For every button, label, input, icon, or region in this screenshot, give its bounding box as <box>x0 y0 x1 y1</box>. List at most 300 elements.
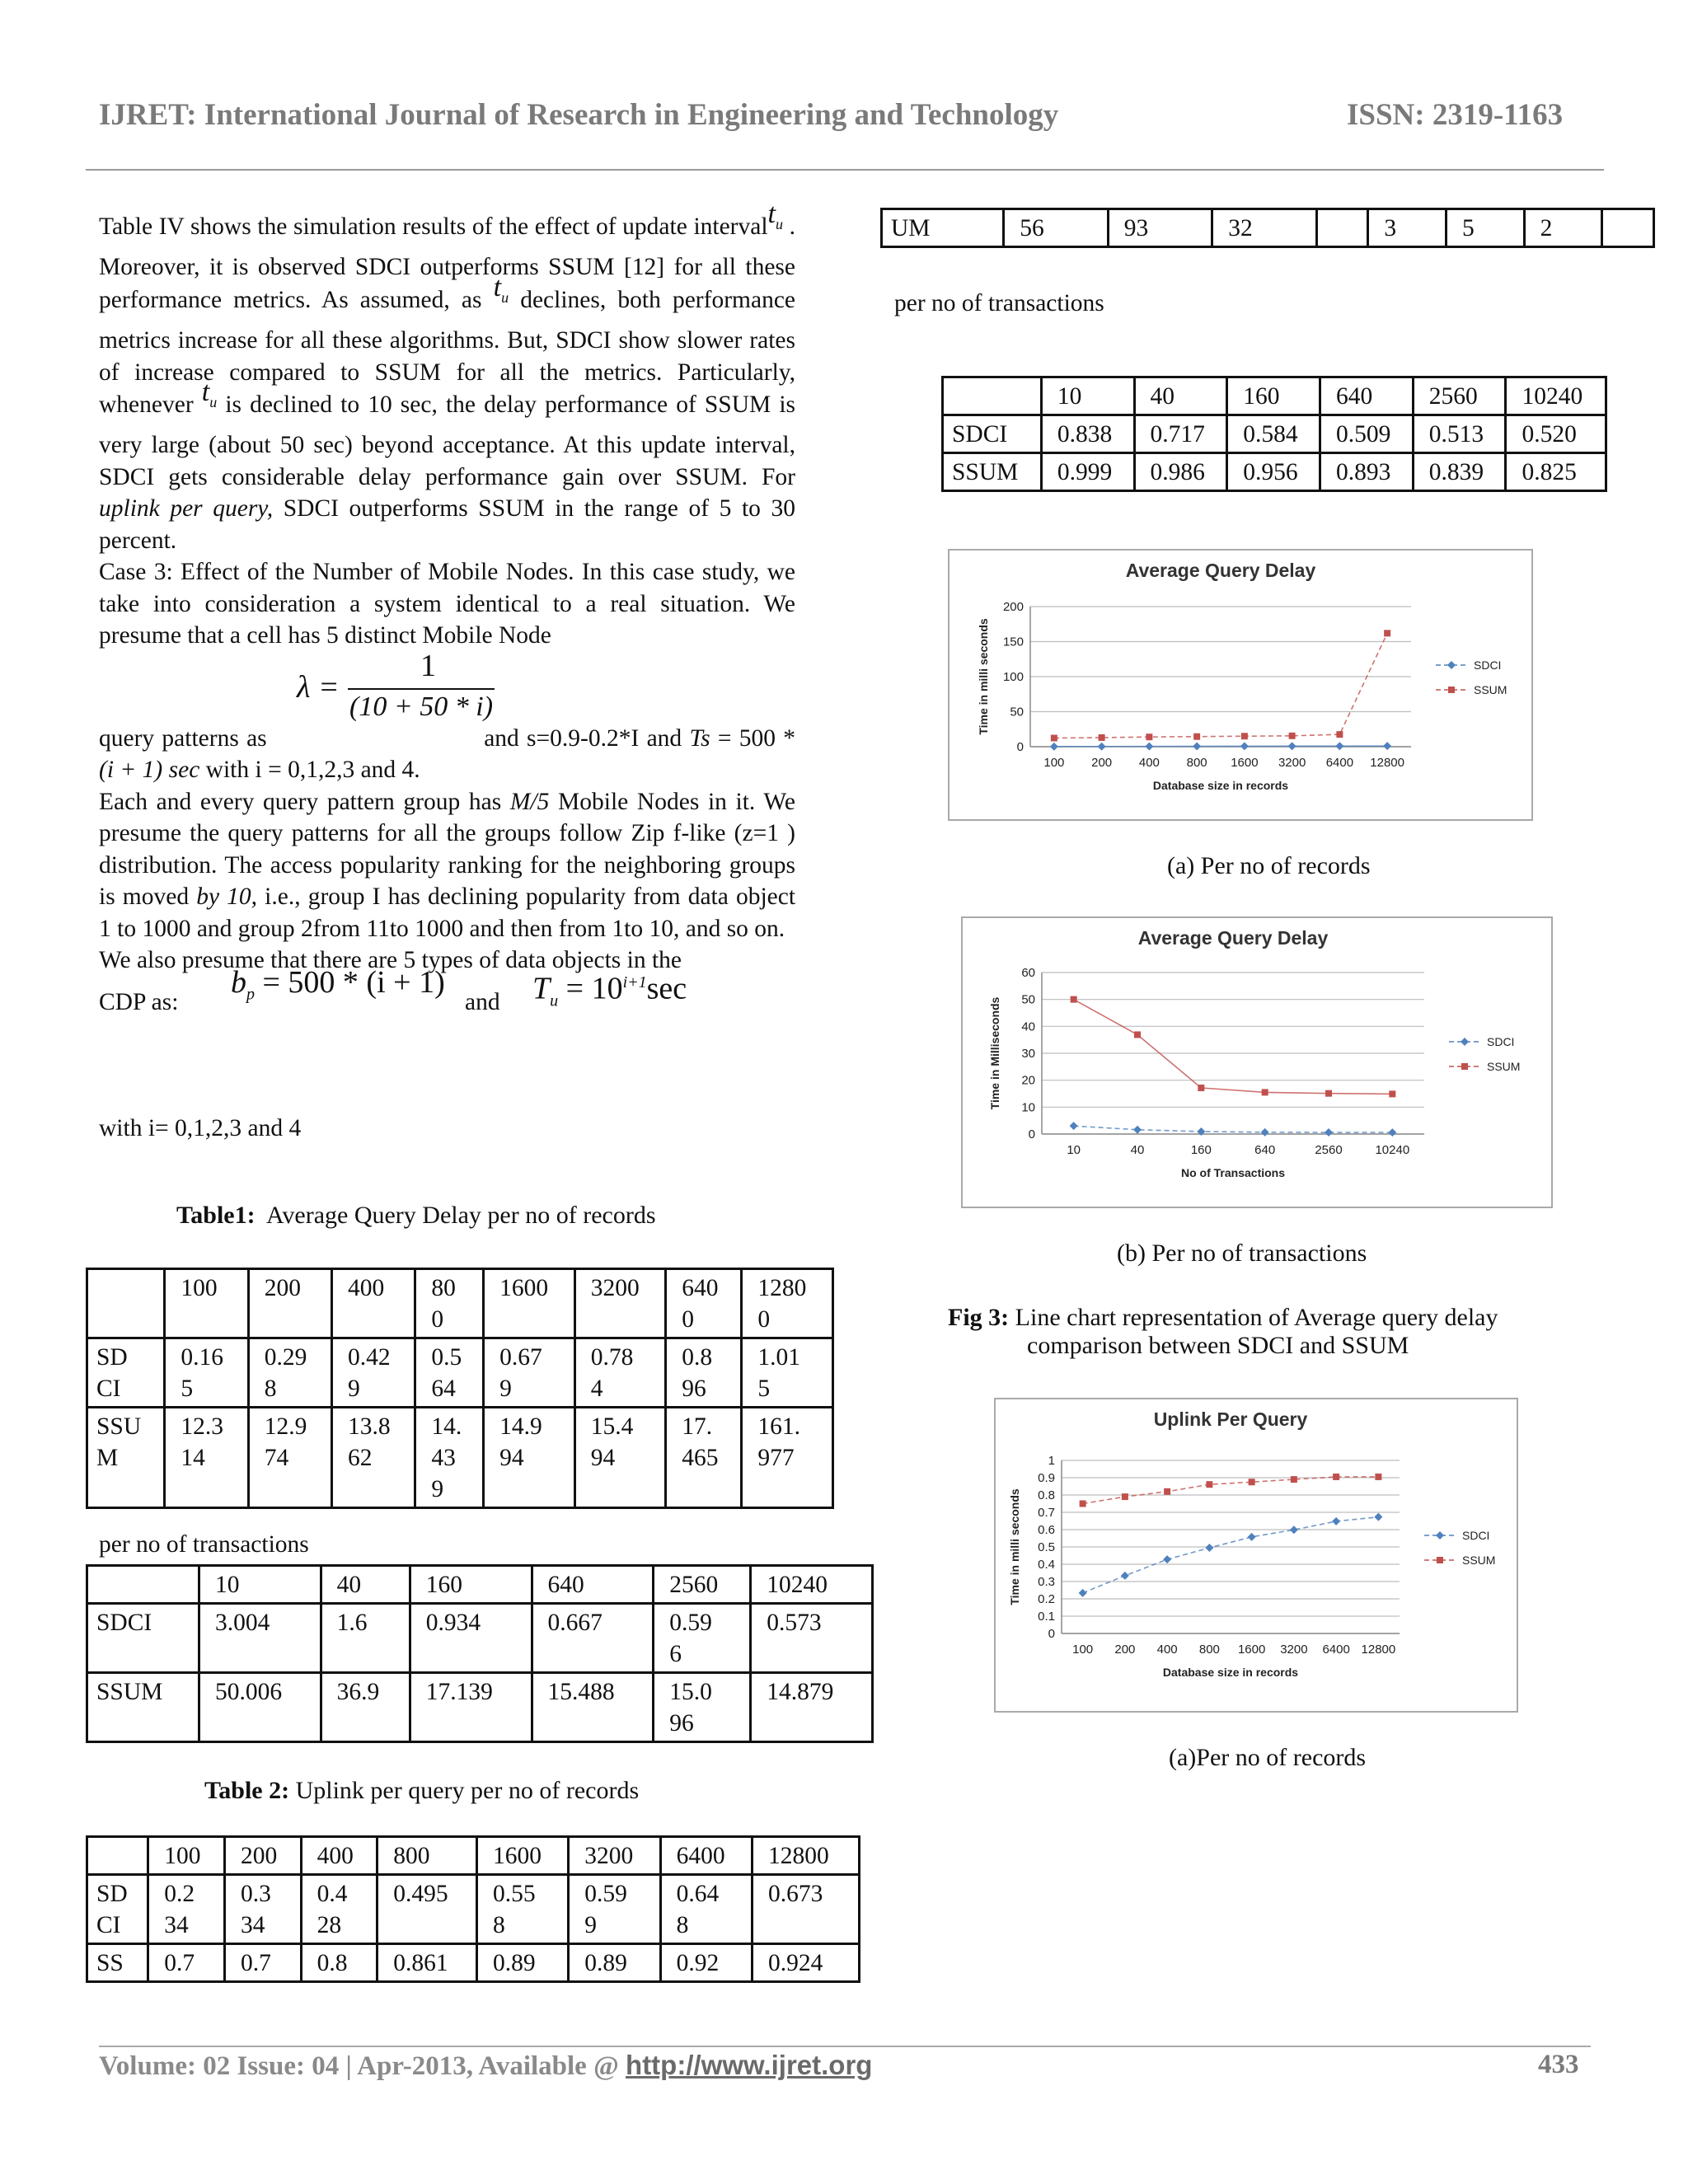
text-italic: M/5 <box>509 788 550 815</box>
header-rule <box>86 169 1604 171</box>
data-point <box>1332 1517 1340 1526</box>
x-tick-label: 12800 <box>1370 756 1404 770</box>
paragraph-query-patterns <box>99 723 795 786</box>
x-tick-label: 2560 <box>1315 1143 1343 1157</box>
legend-marker <box>1447 661 1456 669</box>
tu-symbol <box>201 377 218 410</box>
footer-rule <box>99 2046 1591 2047</box>
table-cell: 12800 <box>752 1837 859 1875</box>
paragraph-update-interval <box>99 199 796 556</box>
x-tick-label: 12800 <box>1361 1643 1396 1657</box>
y-tick-label: 0.6 <box>1038 1523 1055 1537</box>
text-run: and s=0.9-0.2*I and <box>484 724 682 752</box>
table-row <box>87 1837 860 1875</box>
table-cell: SDCI <box>943 415 1042 453</box>
footer-volume: Volume: 02 Issue: 04 | Apr-2013, Available @ <box>99 2051 619 2081</box>
table-cell: 160 <box>410 1566 532 1604</box>
data-point <box>1080 1501 1086 1507</box>
table-cell <box>943 377 1042 415</box>
table-row <box>87 1338 833 1408</box>
fig3-label: Fig 3: <box>948 1304 1010 1331</box>
table1 <box>86 1268 834 1509</box>
cdp-with-i: with i= 0,1,2,3 and 4 <box>99 1115 302 1141</box>
table-cell: 100 <box>165 1269 248 1338</box>
table-row <box>87 1604 873 1673</box>
table-cell: 1600 <box>484 1269 575 1338</box>
table-cell: 100 <box>148 1837 225 1875</box>
y-axis-label: Time in milli seconds <box>1008 1488 1021 1605</box>
cdp-equation-end <box>99 1011 795 1044</box>
symbol-t: t <box>767 199 776 229</box>
data-point <box>1164 1488 1170 1495</box>
data-point <box>1134 1031 1141 1038</box>
table-cell: 1600 <box>476 1837 568 1875</box>
left-column-text <box>99 199 796 1044</box>
table-um-continuation <box>880 208 1655 248</box>
legend-marker <box>1437 1557 1443 1563</box>
legend-marker <box>1461 1063 1468 1070</box>
table1b <box>86 1564 874 1743</box>
table-cell: 80 0 <box>415 1269 484 1338</box>
x-axis-label: No of Transactions <box>1180 1166 1286 1179</box>
table-cell <box>87 1837 148 1875</box>
table-cell <box>1602 209 1654 247</box>
x-tick-label: 6400 <box>1325 756 1354 770</box>
chart-title: Average Query Delay <box>1137 927 1329 949</box>
data-point <box>1375 1474 1381 1480</box>
table-cell: 0.3 34 <box>224 1875 301 1944</box>
table-cell: UM <box>882 209 1004 247</box>
table-cell: 640 <box>532 1566 654 1604</box>
table-cell: 400 <box>301 1837 377 1875</box>
table-cell: 0.92 <box>660 1944 752 1982</box>
table-cell: 0.573 <box>751 1604 873 1673</box>
table1b-caption: per no of transactions <box>99 1531 309 1558</box>
chart-svg <box>996 1399 1517 1711</box>
table-cell: 32 <box>1212 209 1317 247</box>
footer-left <box>99 2050 872 2082</box>
page-number: 433 <box>1538 2050 1579 2079</box>
table-cell: 14.879 <box>751 1673 873 1742</box>
legend-label: SDCI <box>1487 1035 1515 1048</box>
y-tick-label: 10 <box>1021 1100 1035 1115</box>
y-tick-label: 0 <box>1016 740 1024 754</box>
data-point <box>1333 1474 1339 1480</box>
x-axis-label: Database size in records <box>1152 779 1289 792</box>
data-point <box>1079 1589 1087 1597</box>
data-point <box>1071 996 1077 1003</box>
table-cell: 0.5 64 <box>415 1338 484 1408</box>
table-cell: 0.64 8 <box>660 1875 752 1944</box>
x-tick-label: 200 <box>1091 756 1113 770</box>
data-point <box>1121 1572 1129 1580</box>
table-cell: 0.495 <box>377 1875 477 1944</box>
table-cell: 0.8 96 <box>666 1338 742 1408</box>
data-point <box>1050 743 1058 751</box>
paragraph-data-objects: We also presume that there are 5 types of data objects in the <box>99 947 682 974</box>
legend-label: SSUM <box>1487 1060 1521 1073</box>
table-cell: 1280 0 <box>742 1269 833 1338</box>
y-tick-label: 0.2 <box>1038 1592 1055 1606</box>
table-cell: 0.825 <box>1506 453 1606 491</box>
text-run: Mobile Nodes in it. We presume the query patterns for all the groups follow Zip f-like (z=1 ) distribution. The access popularity ranking for the neighboring groups is moved <box>99 788 796 911</box>
y-axis-label: Time in milli seconds <box>977 618 990 735</box>
table-cell: 0.7 <box>148 1944 225 1982</box>
table-cell: 0.717 <box>1134 415 1227 453</box>
data-point <box>1262 1089 1268 1095</box>
table-cell: 14.9 94 <box>484 1408 575 1508</box>
y-tick-label: 0.9 <box>1038 1471 1055 1485</box>
x-tick-label: 100 <box>1072 1643 1094 1657</box>
text-run: declines, both performance metrics increase for all these algorithms. But, SDCI show slower rates of increase compared to SSUM for all the metrics. Particularly, whenever <box>99 286 796 419</box>
table-cell: 2 <box>1524 209 1602 247</box>
data-point <box>1098 743 1106 751</box>
table-cell: 93 <box>1108 209 1212 247</box>
table-cell: 0.42 9 <box>332 1338 415 1408</box>
table-row <box>87 1269 833 1338</box>
fig3-caption <box>948 1304 1657 1360</box>
data-point <box>1193 733 1200 740</box>
table-cell: 0.78 4 <box>574 1338 666 1408</box>
y-tick-label: 0.7 <box>1038 1506 1055 1520</box>
x-tick-label: 800 <box>1198 1643 1220 1657</box>
table-cell: 2560 <box>654 1566 751 1604</box>
table-cell: 3200 <box>574 1269 666 1338</box>
table-cell: 50.006 <box>199 1673 321 1742</box>
table-cell: 1.01 5 <box>742 1338 833 1408</box>
table1-caption-label: Table1: <box>176 1202 256 1229</box>
table-cell: SD CI <box>87 1875 148 1944</box>
table-cell <box>87 1566 199 1604</box>
table-cell: 0.986 <box>1134 453 1227 491</box>
table-cell: 15.488 <box>532 1673 654 1742</box>
table2b-caption: per no of transactions <box>894 290 1104 316</box>
data-point <box>1291 1476 1297 1483</box>
data-point <box>1240 742 1249 750</box>
table-cell: SS <box>87 1944 148 1982</box>
y-tick-label: 50 <box>1010 705 1024 719</box>
y-tick-label: 0.8 <box>1038 1488 1055 1502</box>
chart-title: Uplink Per Query <box>1153 1408 1308 1430</box>
table-row <box>882 209 1654 247</box>
table-cell: 15.4 94 <box>574 1408 666 1508</box>
data-point <box>1290 1526 1298 1534</box>
text-italic: by 10, <box>196 883 258 911</box>
table-cell: 640 <box>1320 377 1414 415</box>
table-cell: 0.59 9 <box>569 1875 660 1944</box>
table-cell: 56 <box>1004 209 1109 247</box>
table-cell: 0.667 <box>532 1604 654 1673</box>
table2-caption <box>204 1777 639 1805</box>
paragraph-groups <box>99 786 795 945</box>
y-tick-label: 50 <box>1021 992 1035 1007</box>
chart-avg-query-delay-transactions <box>961 916 1553 1208</box>
series-line-ssum <box>1054 633 1387 738</box>
data-point <box>1288 742 1296 750</box>
data-point <box>1289 733 1296 739</box>
table-cell: 640 0 <box>666 1269 742 1338</box>
table-cell: 0.2 34 <box>148 1875 225 1944</box>
table-cell: 0.8 <box>301 1944 377 1982</box>
table-row <box>87 1673 873 1742</box>
table-cell: 0.861 <box>377 1944 477 1982</box>
table-cell: 0.838 <box>1041 415 1134 453</box>
table-cell: 0.584 <box>1227 415 1320 453</box>
lambda-numerator: 1 <box>420 648 436 683</box>
data-point <box>1249 1479 1255 1485</box>
series-line-sdci <box>1074 1126 1393 1132</box>
table-row <box>943 377 1606 415</box>
tu-sec: sec <box>646 971 687 1006</box>
bp-equation <box>231 964 445 1010</box>
tu-symbol <box>767 199 783 232</box>
chart-title: Average Query Delay <box>1125 560 1316 581</box>
y-tick-label: 0 <box>1048 1627 1055 1641</box>
fig3-text-1: Line chart representation of Average query delay <box>1015 1304 1498 1331</box>
table-cell: SSU M <box>87 1408 165 1508</box>
data-point <box>1163 1555 1171 1563</box>
data-point <box>1335 742 1343 750</box>
y-tick-label: 100 <box>1002 670 1024 684</box>
table1-caption <box>176 1202 656 1230</box>
table-cell: 5 <box>1447 209 1525 247</box>
table-cell: 17.139 <box>410 1673 532 1742</box>
cdp-equation-line <box>99 964 795 1015</box>
y-tick-label: 0.1 <box>1038 1610 1055 1624</box>
lambda-lhs: λ = <box>297 669 340 705</box>
data-point <box>1206 1481 1212 1488</box>
y-tick-label: 60 <box>1021 966 1035 980</box>
data-point <box>1248 1533 1256 1541</box>
data-point <box>1388 1128 1396 1137</box>
table-cell: 200 <box>248 1269 331 1338</box>
tu-eq-subscript: u <box>550 991 559 1010</box>
journal-title: IJRET: International Journal of Research in Engineering and Technology <box>99 98 1059 132</box>
chart1-caption: (a) Per no of records <box>1167 852 1371 879</box>
table-cell: 17. 465 <box>666 1408 742 1508</box>
table-row <box>87 1875 860 1944</box>
table-cell: 10 <box>199 1566 321 1604</box>
table-cell: 160 <box>1227 377 1320 415</box>
symbol-t: t <box>493 271 502 302</box>
table2b <box>941 376 1607 492</box>
x-tick-label: 400 <box>1156 1643 1178 1657</box>
table-row <box>943 415 1606 453</box>
table-cell: 0.29 8 <box>248 1338 331 1408</box>
symbol-t: t <box>201 377 210 408</box>
tu-eq-symbol: T <box>532 971 551 1006</box>
legend-label: SDCI <box>1462 1529 1490 1542</box>
fraction-bar <box>348 688 495 690</box>
table-cell: 36.9 <box>321 1673 410 1742</box>
y-tick-label: 1 <box>1048 1454 1055 1468</box>
data-point <box>1122 1493 1128 1500</box>
table2-caption-label: Table 2: <box>204 1777 290 1804</box>
table1-caption-text: Average Query Delay per no of records <box>265 1202 656 1229</box>
chart-uplink-per-query <box>994 1398 1518 1713</box>
data-point <box>1374 1513 1382 1521</box>
bp-subscript: p <box>246 985 255 1004</box>
table-cell <box>87 1269 165 1338</box>
x-tick-label: 1600 <box>1237 1643 1266 1657</box>
table-cell: 3.004 <box>199 1604 321 1673</box>
table-cell: 15.0 96 <box>654 1673 751 1742</box>
x-tick-label: 800 <box>1186 756 1207 770</box>
x-tick-label: 640 <box>1254 1143 1276 1157</box>
x-tick-label: 100 <box>1043 756 1065 770</box>
table-cell: 12.9 74 <box>248 1408 331 1508</box>
table-cell: 800 <box>377 1837 477 1875</box>
text-italic: (i + 1) sec <box>99 757 200 784</box>
text-run: = <box>717 724 732 752</box>
table-cell: 0.839 <box>1413 453 1506 491</box>
table-cell: 0.934 <box>410 1604 532 1673</box>
lambda-denominator: (10 + 50 * i) <box>349 691 494 722</box>
table-cell: 10240 <box>1506 377 1606 415</box>
table-cell: 10 <box>1041 377 1134 415</box>
y-tick-label: 0.4 <box>1038 1558 1055 1572</box>
tu-rhs: = 10 <box>565 971 623 1006</box>
table-cell: 12.3 14 <box>165 1408 248 1508</box>
table-cell <box>1316 209 1368 247</box>
data-point <box>1325 1090 1332 1097</box>
table-cell: 1.6 <box>321 1604 410 1673</box>
y-axis-label: Time in Milliseconds <box>988 996 1001 1110</box>
bp-rhs: = 500 * (i + 1) <box>262 964 445 1000</box>
table-cell: 0.924 <box>752 1944 859 1982</box>
data-point <box>1133 1126 1142 1134</box>
data-point <box>1193 743 1201 751</box>
chart-svg <box>963 918 1551 1207</box>
table-cell: 14. 43 9 <box>415 1408 484 1508</box>
symbol-u: u <box>776 215 783 232</box>
table-cell: 0.67 9 <box>484 1338 575 1408</box>
text-run: i.e., group I has declining popularity from data object 1 to 1000 and group 2from 11to 1000 and then from 1to 10, and so on. <box>99 883 796 942</box>
data-point <box>1384 630 1390 636</box>
symbol-u: u <box>501 288 509 306</box>
data-point <box>1325 1128 1333 1137</box>
table-cell: 0.520 <box>1506 415 1606 453</box>
tu-equation <box>532 967 687 1017</box>
legend-marker <box>1436 1531 1444 1540</box>
y-tick-label: 0.5 <box>1038 1540 1055 1554</box>
text-run: Each and every query pattern group has <box>99 788 502 815</box>
text-run: . Moreover, it is observed SDCI outperforms SSUM [12] for all these performance metrics. As assumed, as <box>99 213 796 313</box>
table-cell: 0.89 <box>569 1944 660 1982</box>
table-cell: 10240 <box>751 1566 873 1604</box>
x-tick-label: 3200 <box>1278 756 1306 770</box>
data-point <box>1241 733 1248 739</box>
y-tick-label: 40 <box>1021 1019 1035 1034</box>
table-cell: 0.7 <box>224 1944 301 1982</box>
table-cell: 40 <box>321 1566 410 1604</box>
text-run: and <box>465 988 500 1015</box>
legend-marker <box>1461 1038 1469 1046</box>
table-row <box>87 1408 833 1508</box>
x-tick-label: 40 <box>1130 1143 1145 1157</box>
table-cell: 161. 977 <box>742 1408 833 1508</box>
bp-symbol: b <box>231 964 246 1000</box>
table-cell: 0.4 28 <box>301 1875 377 1944</box>
chart3-caption: (a)Per no of records <box>1169 1744 1367 1771</box>
table-row <box>87 1944 860 1982</box>
x-tick-label: 10 <box>1067 1143 1081 1157</box>
x-tick-label: 10240 <box>1375 1143 1410 1157</box>
tu-superscript: i+1 <box>622 972 647 991</box>
text-run: Table IV shows the simulation results of the effect of update interval <box>99 213 768 240</box>
y-tick-label: 20 <box>1021 1073 1035 1088</box>
table-cell: SDCI <box>87 1604 199 1673</box>
table-cell: 200 <box>224 1837 301 1875</box>
data-point <box>1261 1128 1269 1137</box>
text-run: 500 * <box>738 724 796 752</box>
x-tick-label: 6400 <box>1322 1643 1350 1657</box>
table-cell: 0.509 <box>1320 415 1414 453</box>
x-tick-label: 1600 <box>1231 756 1259 770</box>
table-cell: 0.513 <box>1413 415 1506 453</box>
data-point <box>1051 735 1057 742</box>
table2-caption-text: Uplink per query per no of records <box>295 1777 640 1804</box>
table-cell: 0.673 <box>752 1875 859 1944</box>
data-point <box>1383 742 1391 750</box>
issn: ISSN: 2319-1163 <box>1347 98 1564 132</box>
y-tick-label: 30 <box>1021 1047 1035 1061</box>
text-run: with i = 0,1,2,3 and 4. <box>205 757 420 784</box>
paragraph-case3: Case 3: Effect of the Number of Mobile Nodes. In this case study, we take into consideration a system identical to a real situation. We presume that a cell has 5 distinct Mobile Node <box>99 559 795 649</box>
table-cell: 0.59 6 <box>654 1604 751 1673</box>
table-cell: 0.55 8 <box>476 1875 568 1944</box>
data-point <box>1205 1544 1213 1552</box>
data-point <box>1099 734 1105 741</box>
table-row <box>943 453 1606 491</box>
table-cell: SD CI <box>87 1338 165 1408</box>
chart-avg-query-delay-records <box>948 549 1533 821</box>
legend-label: SSUM <box>1462 1554 1496 1567</box>
y-tick-label: 150 <box>1002 635 1024 649</box>
text-run: SDCI outperforms SSUM in the range of 5 to 30 percent. <box>99 495 795 554</box>
y-tick-label: 0 <box>1028 1127 1035 1141</box>
data-point <box>1070 1122 1078 1130</box>
y-tick-label: 200 <box>1002 600 1024 614</box>
legend-label: SSUM <box>1474 683 1507 696</box>
legend-label: SDCI <box>1474 658 1502 672</box>
x-tick-label: 200 <box>1114 1643 1136 1657</box>
text-italic: uplink per query, <box>99 495 274 523</box>
data-point <box>1198 1085 1204 1091</box>
x-tick-label: 400 <box>1138 756 1160 770</box>
footer-link[interactable]: http://www.ijret.org <box>626 2050 873 2080</box>
x-tick-label: 3200 <box>1280 1643 1308 1657</box>
text-run: query patterns as <box>99 724 267 752</box>
table-cell: 2560 <box>1413 377 1506 415</box>
table-cell: 6400 <box>660 1837 752 1875</box>
table-cell: 400 <box>332 1269 415 1338</box>
table-cell: 3200 <box>569 1837 660 1875</box>
table-cell: SSUM <box>87 1673 199 1742</box>
tu-symbol <box>493 271 509 306</box>
table-cell: SSUM <box>943 453 1042 491</box>
data-point <box>1146 733 1152 740</box>
y-tick-label: 0.3 <box>1038 1575 1055 1589</box>
x-axis-label: Database size in records <box>1162 1666 1299 1679</box>
text-run: is declined to 10 sec, the delay performance of SSUM is very large (about 50 sec) beyond acceptance. At this update interval, SDCI gets considerable delay performance gain over SSUM. For <box>99 391 796 490</box>
text-run: CDP as: <box>99 988 179 1015</box>
data-point <box>1145 743 1153 751</box>
table-cell: 0.956 <box>1227 453 1320 491</box>
legend-marker <box>1448 687 1455 693</box>
x-tick-label: 160 <box>1190 1143 1212 1157</box>
chart-svg <box>950 551 1531 819</box>
